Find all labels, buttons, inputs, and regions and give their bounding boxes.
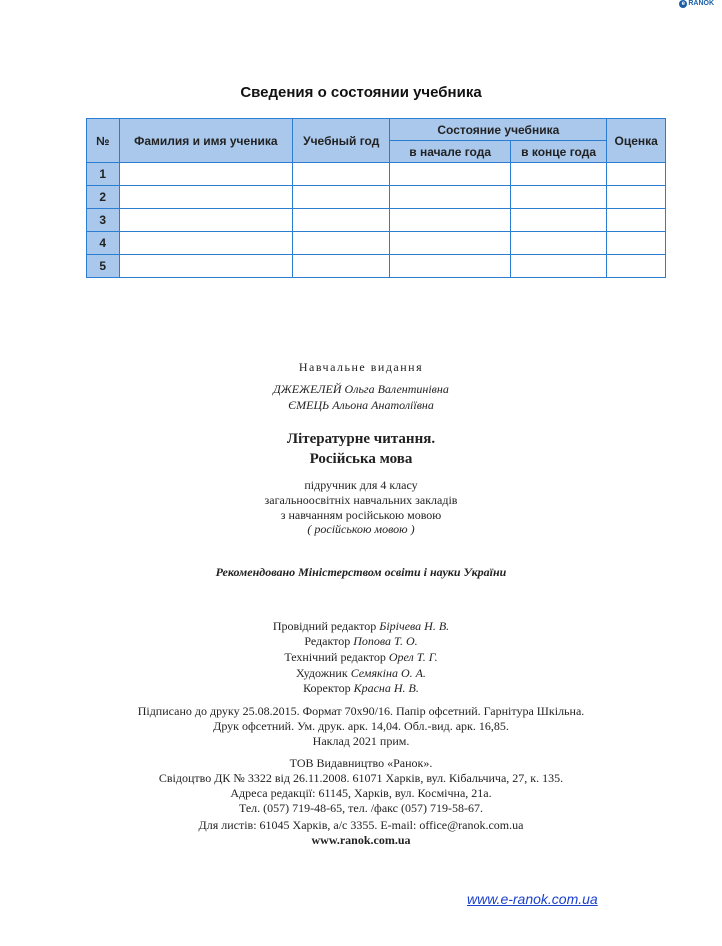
print-info-3: Наклад 2021 прим. (312, 734, 410, 748)
publisher-3: Адреса редакції: 61145, Харків, вул. Космічна, 21а. (230, 786, 492, 800)
publisher-2: Свідоцтво ДК № 3322 від 26.11.2008. 61071 Харків, вул. Кібальчича, 27, к. 135. (158, 771, 564, 785)
logo-e-icon: e (679, 0, 687, 8)
publisher-1: ТОВ Видавництво «Ранок». (289, 756, 433, 770)
desc-1: підручник для 4 класу (304, 478, 418, 492)
staff-line: Провідний редактор Бірічева Н. В. (272, 619, 450, 633)
staff-line: Художник Семякіна О. А. (296, 666, 426, 680)
staff-line: Редактор Попова Т. О. (304, 634, 418, 648)
desc-4: ( російською мовою ) (307, 522, 415, 536)
staff-line: Технічний редактор Орел Т. Г. (284, 650, 438, 664)
header-year: Учебный год (293, 119, 390, 163)
header-end: в конце года (510, 141, 606, 163)
header-grade: Оценка (607, 119, 666, 163)
header-start: в начале года (390, 141, 511, 163)
row-number: 5 (87, 255, 120, 278)
row-number: 1 (87, 163, 120, 186)
row-number: 2 (87, 186, 120, 209)
desc-2: загальноосвітніх навчальних закладів (264, 493, 458, 507)
table-title: Сведения о состоянии учебника (240, 84, 482, 101)
table-row (87, 209, 666, 232)
publisher-website: www.ranok.com.ua (311, 833, 411, 847)
table-row (87, 186, 666, 209)
table-row (87, 255, 666, 278)
footer-link[interactable]: www.e-ranok.com.ua (467, 891, 598, 907)
row-number: 4 (87, 232, 120, 255)
recommended: Рекомендовано Міністерством освіти і науки України (215, 565, 507, 579)
author-1: ДЖЕЖЕЛЕЙ Ольга Валентинівна (273, 382, 449, 396)
publisher-logo (679, 0, 714, 8)
row-number: 3 (87, 209, 120, 232)
textbook-status-table (86, 118, 666, 278)
table-row (87, 163, 666, 186)
desc-3: з навчанням російською мовою (280, 508, 442, 522)
logo-text: RANOK (688, 0, 714, 7)
publisher-5: Для листів: 61045 Харків, а/с 3355. E-mail: office@ranok.com.ua (198, 818, 524, 832)
publisher-4: Тел. (057) 719-48-65, тел. /факс (057) 719-58-67. (238, 801, 483, 815)
header-condition: Состояние учебника (390, 119, 607, 141)
book-title-1: Літературне читання. (286, 431, 436, 447)
print-info-2: Друк офсетний. Ум. друк. арк. 14,04. Обл.-вид. арк. 16,85. (213, 719, 509, 733)
author-2: ЄМЕЦЬ Альона Анатоліївна (288, 398, 434, 412)
header-num: № (87, 119, 120, 163)
print-info-1: Підписано до друку 25.08.2015. Формат 70х90/16. Папір офсетний. Гарнітура Шкільна. (137, 704, 585, 718)
edition-type: Навчальне видання (298, 360, 424, 374)
header-name: Фамилия и имя ученика (119, 119, 293, 163)
table-row (87, 232, 666, 255)
staff-line: Коректор Красна Н. В. (303, 681, 419, 695)
book-title-2: Російська мова (309, 451, 413, 467)
